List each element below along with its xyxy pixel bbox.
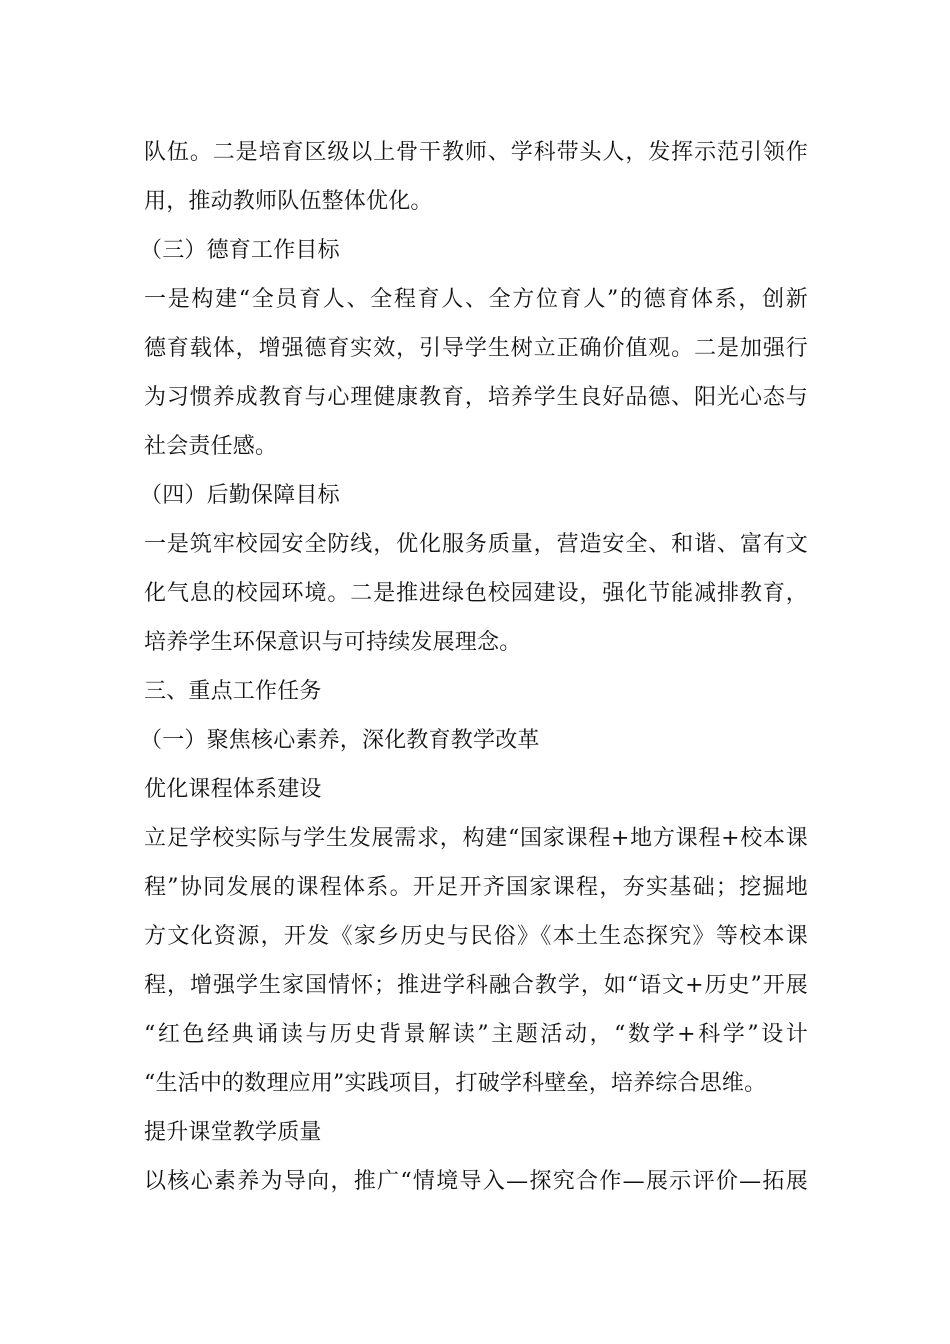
- body-text-line: 德育载体，增强德育实效，引导学生树立正确价值观。二是加强行: [144, 336, 808, 361]
- body-text-line: 培养学生环保意识与可持续发展理念。: [144, 630, 522, 655]
- body-text-line: 立足学校实际与学生发展需求，构建“国家课程+地方课程+校本课: [144, 826, 808, 851]
- body-text-line: 用，推动教师队伍整体优化。: [144, 189, 433, 214]
- body-text-line: 为习惯养成教育与心理健康教育，培养学生良好品德、阳光心态与: [144, 385, 808, 410]
- body-text-line: 队伍。二是培育区级以上骨干教师、学科带头人，发挥示范引领作: [144, 140, 808, 165]
- body-text-line: 社会责任感。: [144, 434, 278, 459]
- subsection-heading: 优化课程体系建设: [144, 777, 322, 802]
- chapter-heading: 三、重点工作任务: [144, 679, 322, 704]
- document-body: [140, 128, 808, 1206]
- body-text-line: “生活中的数理应用”实践项目，打破学科壁垒，培养综合思维。: [144, 1071, 767, 1096]
- body-text-line: 一是构建“全员育人、全程育人、全方位育人”的德育体系，创新: [144, 287, 808, 312]
- body-text-line: 程，增强学生家国情怀；推进学科融合教学，如“语文+历史”开展: [144, 973, 808, 998]
- body-text-line: 化气息的校园环境。二是推进绿色校园建设，强化节能减排教育，: [144, 581, 808, 606]
- section-heading: （四）后勤保障目标: [140, 483, 340, 508]
- body-text-line: 程”协同发展的课程体系。开足开齐国家课程，夯实基础；挖掘地: [144, 875, 808, 900]
- body-text-line: 一是筑牢校园安全防线，优化服务质量，营造安全、和谐、富有文: [144, 532, 808, 557]
- section-heading: （三）德育工作目标: [140, 238, 340, 263]
- subsection-heading: 提升课堂教学质量: [144, 1120, 322, 1145]
- body-text-line: 方文化资源，开发《家乡历史与民俗》《本土生态探究》等校本课: [144, 924, 808, 949]
- body-text-line: “红色经典诵读与历史背景解读”主题活动，“数学+科学”设计: [144, 1022, 808, 1047]
- body-text-line: 以核心素养为导向，推广“情境导入—探究合作—展示评价—拓展: [144, 1169, 808, 1194]
- section-heading: （一）聚焦核心素养，深化教育教学改革: [140, 728, 540, 753]
